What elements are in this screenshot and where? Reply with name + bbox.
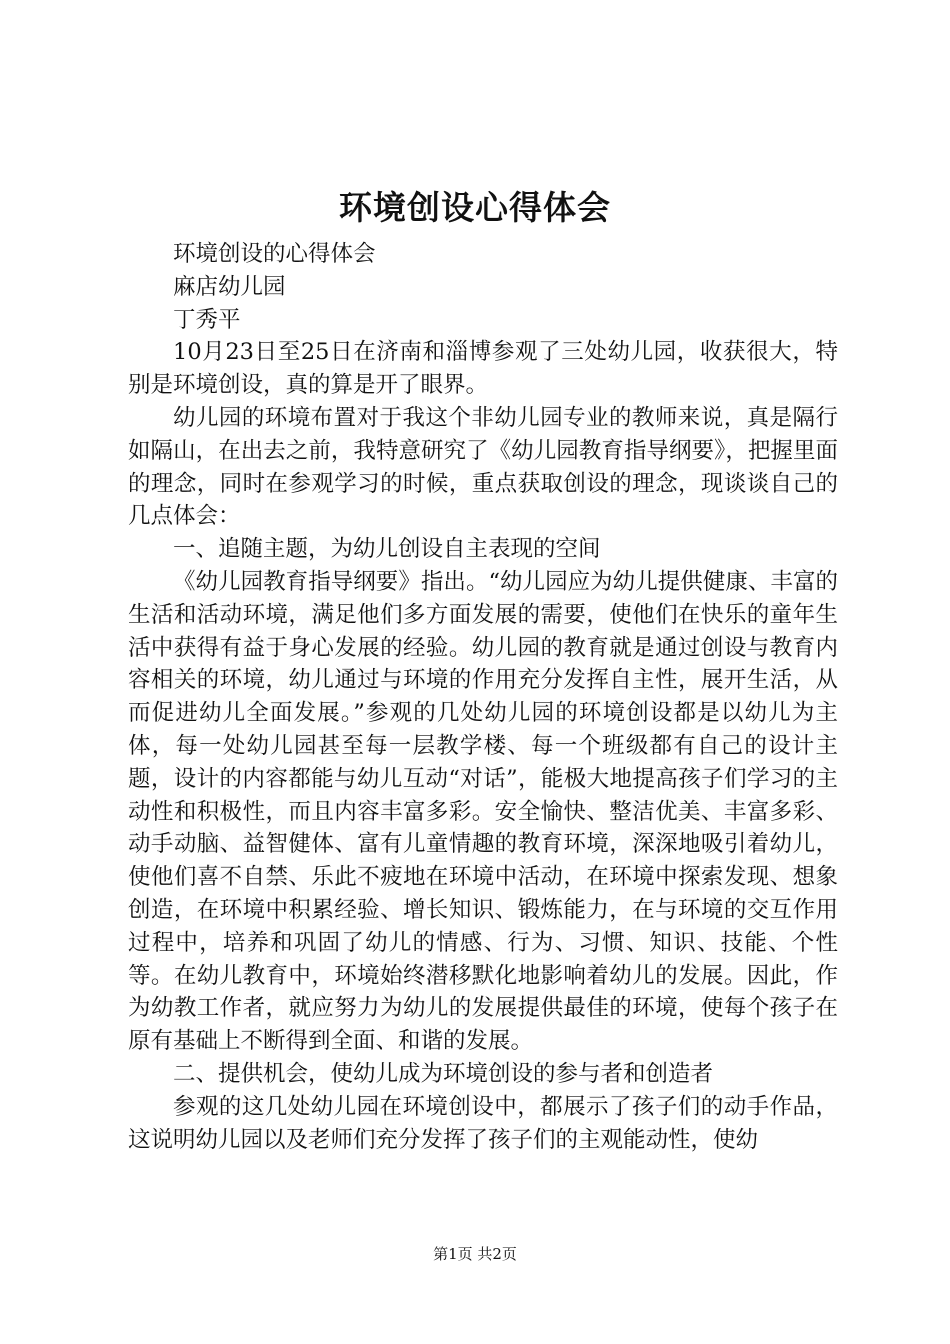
paragraph-background: 幼儿园的环境布置对于我这个非幼儿园专业的教师来说，真是隔行如隔山，在出去之前，我特意研究了《幼儿园教育指导纲要》，把握里面的理念，同时在参观学习的时候，重点获取创设的理念，现谈谈自己的几点体会： — [128, 404, 838, 530]
page-number-footer: 第1页 共2页 — [433, 1245, 517, 1263]
document-body — [128, 238, 838, 1156]
section-heading-1: 一、追随主题，为幼儿创设自主表现的空间 — [173, 536, 601, 563]
paragraph-intro: 10月23日至25日在济南和淄博参观了三处幼儿园，收获很大，特别是环境创设，真的算是开了眼界。 — [128, 339, 838, 399]
paragraph-subtitle: 环境创设的心得体会 — [173, 241, 376, 267]
paragraph-section-2: 参观的这几处幼儿园在环境创设中，都展示了孩子们的动手作品，这说明幼儿园以及老师们充分发挥了孩子们的主观能动性，使幼 — [128, 1093, 838, 1153]
paragraph-section-1: 《幼儿园教育指导纲要》指出。“幼儿园应为幼儿提供健康、丰富的生活和活动环境，满足他们多方面发展的需要，使他们在快乐的童年生活中获得有益于身心发展的经验。幼儿园的教育就是通过创设与教育内容相关的环境，幼儿通过与环境的作用充分发挥自主性，展开生活，从而促进幼儿全面发展。”参观的几处幼儿园的环境创设都是以幼儿为主体，每一处幼儿园甚至每一层教学楼、每一个班级都有自己的设计主题，设计的内容都能与幼儿互动“对话”，能极大地提高孩子们学习的主动性和积极性，而且内容丰富多彩。安全愉快、整洁优美、丰富多彩、动手动脑、益智健体、富有儿童情趣的教育环境，深深地吸引着幼儿，使他们喜不自禁、乐此不疲地在环境中活动，在环境中探索发现、想象创造，在环境中积累经验、增长知识、锻炼能力，在与环境的交互作用过程中，培养和巩固了幼儿的情感、行为、习惯、知识、技能、个性等。在幼儿教育中，环境始终潜移默化地影响着幼儿的发展。因此，作为幼教工作者，就应努力为幼儿的发展提供最佳的环境，使每个孩子在原有基础上不断得到全面、和谐的发展。 — [128, 568, 838, 1055]
paragraph-school: 麻店幼儿园 — [173, 273, 286, 300]
section-heading-2: 二、提供机会，使幼儿成为环境创设的参与者和创造者 — [173, 1060, 714, 1087]
paragraph-author: 丁秀平 — [173, 306, 241, 333]
document-title: 环境创设心得体会 — [339, 188, 611, 227]
